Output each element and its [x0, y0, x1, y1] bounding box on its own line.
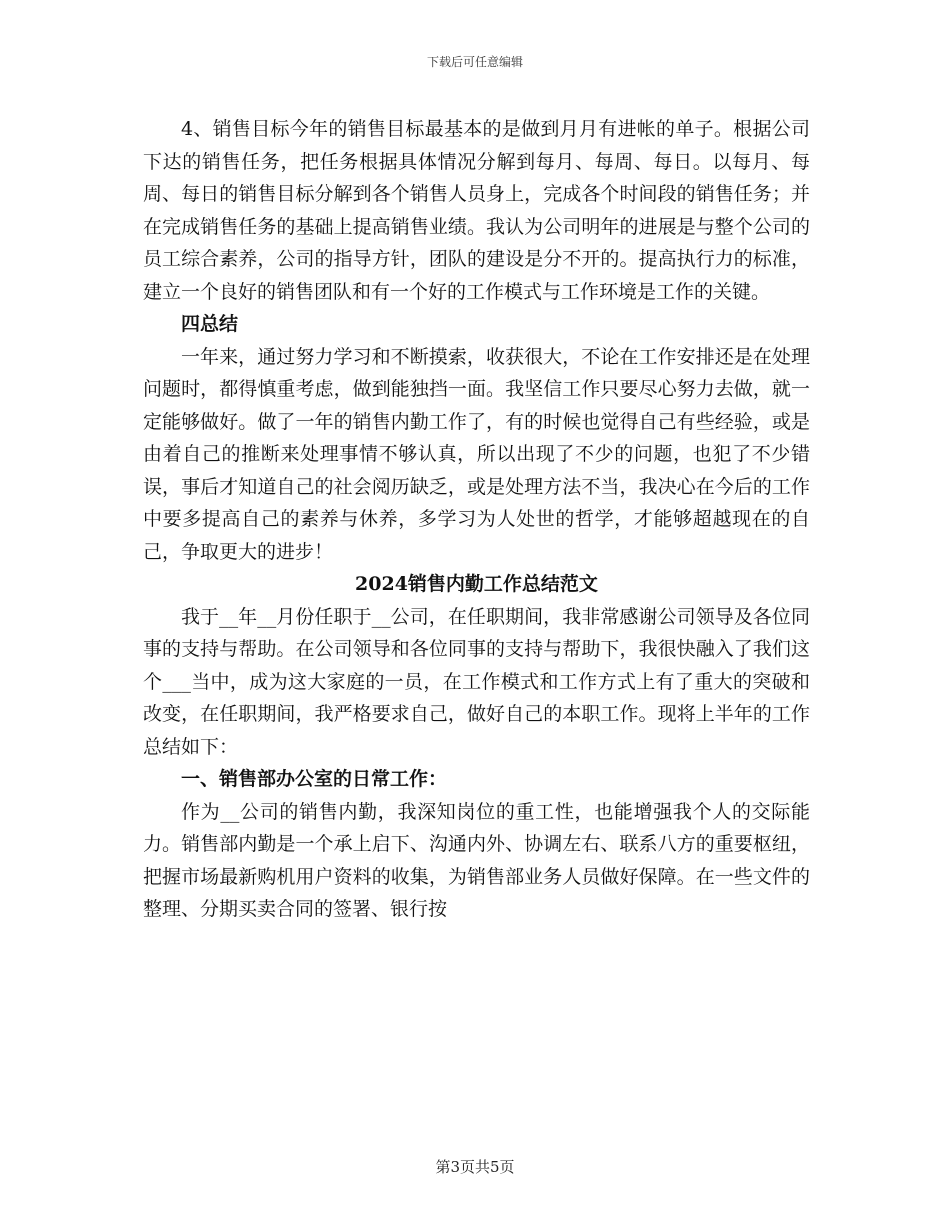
paragraph-summary: 一年来，通过努力学习和不断摸索，收获很大，不论在工作安排还是在处理问题时，都得慎重考虑，做到能独挡一面。我坚信工作只要尽心努力去做，就一定能够做好。做了一年的销售内勤工作了，有的时候也觉得自己有些经验，或是由着自己的推断来处理事情不够认真，所以出现了不少的问题，也犯了不少错误，事后才知道自己的社会阅历缺乏，或是处理方法不当，我决心在今后的工作中要多提高自己的素养与休养，多学习为人处世的哲学，才能够超越现在的自己，争取更大的进步！	[143, 345, 810, 563]
page-header-note: 下载后可任意编辑	[426, 55, 523, 69]
paragraph-introduction: 我于__年__月份任职于__公司，在任职期间，我非常感谢公司领导及各位同事的支持与帮助。在公司领导和各位同事的支持与帮助下，我很快融入了我们这个___当中，成为这大家庭的一员，在工作模式和工作方式上有了重大的突破和改变，在任职期间，我严格要求自己，做好自己的本职工作。现将上半年的工作总结如下：	[143, 605, 810, 758]
paragraph-daily-work: 作为__公司的销售内勤，我深知岗位的重工性，也能增强我个人的交际能力。销售部内勤是一个承上启下、沟通内外、协调左右、联系八方的重要枢纽，把握市场最新购机用户资料的收集，为销售部业务人员做好保障。在一些文件的整理、分期买卖合同的签署、银行按	[143, 800, 810, 920]
page-footer-number: 第3页共5页	[435, 1158, 515, 1176]
heading-summary: 四总结	[181, 313, 239, 335]
heading-section-1: 一、销售部办公室的日常工作：	[181, 768, 448, 790]
paragraph-sales-target: 4、销售目标今年的销售目标最基本的是做到月月有进帐的单子。根据公司下达的销售任务，把任务根据具体情况分解到每月、每周、每日。以每月、每周、每日的销售目标分解到各个销售人员身上，完成各个时间段的销售任务；并在完成销售任务的基础上提高销售业绩。我认为公司明年的进展是与整个公司的员工综合素养，公司的指导方针，团队的建设是分不开的。提高执行力的标准，建立一个良好的销售团队和有一个好的工作模式与工作环境是工作的关键。	[143, 118, 810, 303]
document-body	[143, 113, 810, 926]
document-title: 2024销售内勤工作总结范文	[355, 573, 598, 595]
